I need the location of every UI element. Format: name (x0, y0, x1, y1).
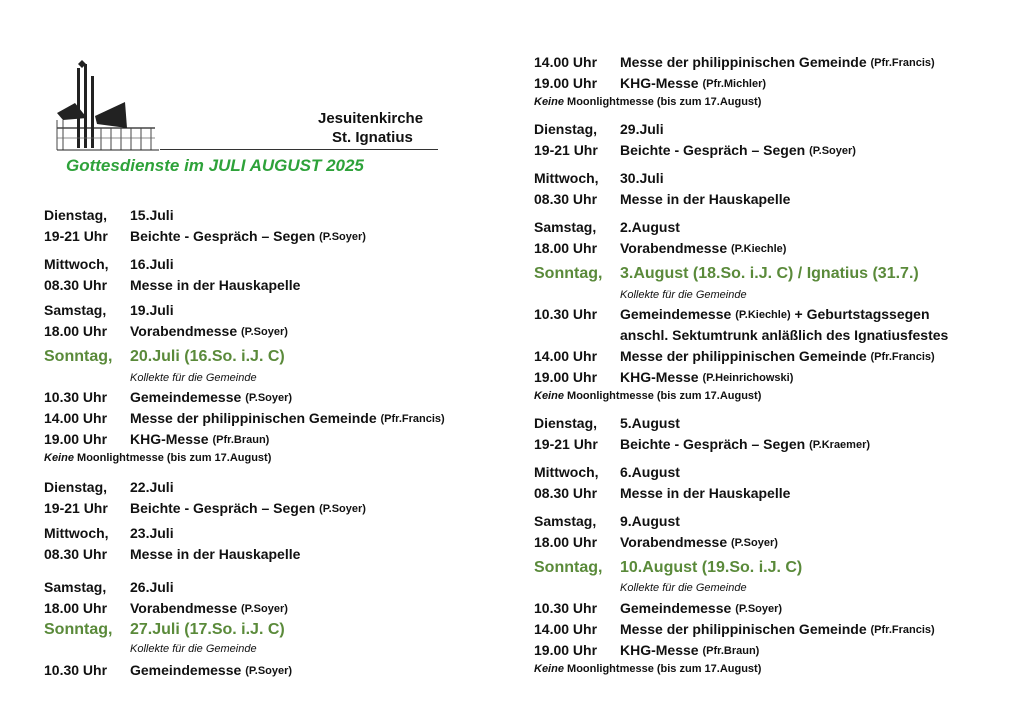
moonlight-text: Moonlightmesse (bis zum 17.August) (567, 390, 762, 402)
date-label: 23.Juli (130, 525, 174, 541)
schedule-row (44, 524, 174, 542)
event-label: Gemeindemesse (130, 662, 242, 678)
event-label: Vorabendmesse (620, 240, 728, 256)
collection-note: Kollekte für die Gemeinde (130, 372, 257, 384)
schedule-row (44, 206, 174, 224)
day-label: Samstag, (44, 302, 107, 318)
day-label: Samstag, (534, 219, 597, 235)
time-label: 19.00 Uhr (534, 75, 598, 91)
time-label: 19.00 Uhr (534, 369, 598, 385)
time-label: 10.30 Uhr (534, 600, 598, 616)
schedule-row (44, 661, 292, 681)
date-label: 5.August (620, 415, 680, 431)
event-label: Vorabendmesse (130, 600, 238, 616)
event-label: Beichte - Gespräch – Segen (620, 436, 806, 452)
schedule-row (44, 388, 292, 408)
schedule-row (44, 301, 174, 319)
church-logo-icon (55, 58, 160, 153)
event-label: Messe der philippinischen Gemeinde (620, 621, 867, 637)
schedule-row (534, 641, 759, 661)
time-label: 08.30 Uhr (534, 191, 598, 207)
event-extra: + Geburtstagssegen (794, 306, 930, 322)
schedule-row (534, 533, 778, 553)
keine-label: Keine (534, 663, 564, 675)
celebrant-label: (P.Soyer) (241, 603, 288, 615)
schedule-row (534, 141, 856, 161)
time-label: 14.00 Uhr (534, 348, 598, 364)
schedule-row (44, 545, 300, 563)
schedule-row (44, 227, 366, 247)
event-label: Vorabendmesse (130, 323, 238, 339)
event-label: Messe in der Hauskapelle (620, 191, 791, 207)
schedule-row (44, 578, 174, 596)
schedule-row (534, 239, 786, 259)
day-label: Dienstag, (534, 121, 598, 137)
moonlight-note (534, 390, 761, 402)
celebrant-label: (Pfr.Francis) (380, 413, 445, 425)
date-label: 26.Juli (130, 579, 174, 595)
schedule-row (534, 368, 793, 388)
keine-label: Keine (534, 96, 564, 108)
schedule-row (44, 430, 269, 450)
event-label: Beichte - Gespräch – Segen (130, 500, 316, 516)
celebrant-label: (Pfr.Francis) (870, 57, 935, 69)
time-label: 08.30 Uhr (44, 277, 108, 293)
day-label: Dienstag, (534, 415, 598, 431)
date-label: 22.Juli (130, 479, 174, 495)
schedule-row (44, 478, 174, 496)
time-label: 19.00 Uhr (44, 431, 108, 447)
time-label: 14.00 Uhr (534, 54, 598, 70)
keine-label: Keine (44, 452, 74, 464)
date-label: 9.August (620, 513, 680, 529)
day-label: Dienstag, (44, 207, 108, 223)
time-label: 18.00 Uhr (44, 323, 108, 339)
day-label: Samstag, (44, 579, 107, 595)
event-label: Beichte - Gespräch – Segen (620, 142, 806, 158)
church-name-line2: St. Ignatius (332, 129, 413, 146)
celebrant-label: (Pfr.Francis) (870, 624, 935, 636)
celebrant-label: (P.Soyer) (319, 231, 366, 243)
time-label: 14.00 Uhr (44, 410, 108, 426)
schedule-row (44, 255, 174, 273)
event-label: Messe der philippinischen Gemeinde (130, 410, 377, 426)
event-label: Vorabendmesse (620, 534, 728, 550)
time-label: 18.00 Uhr (44, 600, 108, 616)
time-label: 18.00 Uhr (534, 240, 598, 256)
moonlight-text: Moonlightmesse (bis zum 17.August) (567, 663, 762, 675)
schedule-row (44, 322, 288, 342)
schedule-row (534, 53, 935, 73)
schedule-row (44, 599, 288, 619)
celebrant-label: (P.Soyer) (245, 392, 293, 404)
day-label: Sonntag, (534, 265, 603, 282)
celebrant-label: (P.Soyer) (245, 665, 293, 677)
celebrant-label: (P.Soyer) (319, 503, 366, 515)
time-label: 18.00 Uhr (534, 534, 598, 550)
date-label: 15.Juli (130, 207, 174, 223)
time-label: 10.30 Uhr (44, 389, 108, 405)
moonlight-note (534, 96, 761, 108)
celebrant-label: (P.Heinrichowski) (702, 372, 794, 384)
event-label: Messe in der Hauskapelle (130, 546, 301, 562)
sunday-row (534, 265, 919, 283)
schedule-row (534, 347, 935, 367)
date-label: 10.August (19.So. i.J. C) (620, 559, 803, 576)
date-label: 2.August (620, 219, 680, 235)
moonlight-note (44, 452, 271, 464)
time-label: 08.30 Uhr (44, 546, 108, 562)
celebrant-label: (Pfr.Michler) (702, 78, 767, 90)
event-label: anschl. Sektumtrunk anläßlich des Ignatiusfestes (620, 327, 949, 343)
day-label: Sonntag, (534, 559, 603, 576)
schedule-row (534, 599, 782, 619)
header-divider (160, 149, 438, 150)
time-label: 08.30 Uhr (534, 485, 598, 501)
church-name-line1: Jesuitenkirche (318, 110, 424, 127)
sunday-row (534, 559, 802, 577)
celebrant-label: (P.Soyer) (735, 603, 783, 615)
time-label: 19-21 Uhr (44, 228, 108, 244)
schedule-row-continued (620, 326, 948, 344)
schedule-row (44, 499, 366, 519)
schedule-row (534, 218, 680, 236)
day-label: Samstag, (534, 513, 597, 529)
day-label: Sonntag, (44, 348, 113, 365)
time-label: 19-21 Uhr (534, 436, 598, 452)
date-label: 6.August (620, 464, 680, 480)
schedule-row (534, 463, 680, 481)
collection-note: Kollekte für die Gemeinde (130, 643, 257, 655)
day-label: Dienstag, (44, 479, 108, 495)
celebrant-label: (Pfr.Braun) (702, 645, 760, 657)
event-label: KHG-Messe (620, 369, 699, 385)
event-label: Messe in der Hauskapelle (130, 277, 301, 293)
event-label: Gemeindemesse (620, 600, 732, 616)
time-label: 10.30 Uhr (534, 306, 598, 322)
day-label: Sonntag, (44, 621, 113, 638)
moonlight-text: Moonlightmesse (bis zum 17.August) (567, 96, 762, 108)
time-label: 19-21 Uhr (534, 142, 598, 158)
date-label: 16.Juli (130, 256, 174, 272)
time-label: 10.30 Uhr (44, 662, 108, 678)
schedule-row (534, 190, 790, 208)
moonlight-note (534, 663, 761, 675)
event-label: Messe in der Hauskapelle (620, 485, 791, 501)
schedule-row (534, 74, 766, 94)
date-label: 3.August (18.So. i.J. C) / Ignatius (31.7.) (620, 265, 919, 282)
celebrant-label: (P.Kiechle) (731, 243, 787, 255)
day-label: Mittwoch, (44, 256, 109, 272)
celebrant-label: (P.Kiechle) (735, 309, 791, 321)
schedule-row (44, 276, 300, 294)
collection-note: Kollekte für die Gemeinde (620, 582, 747, 594)
date-label: 30.Juli (620, 170, 664, 186)
keine-label: Keine (534, 390, 564, 402)
schedule-row (534, 484, 790, 502)
schedule-row (534, 414, 680, 432)
event-label: Messe der philippinischen Gemeinde (620, 348, 867, 364)
time-label: 14.00 Uhr (534, 621, 598, 637)
schedule-row (534, 512, 680, 530)
celebrant-label: (P.Kraemer) (809, 439, 871, 451)
moonlight-text: Moonlightmesse (bis zum 17.August) (77, 452, 272, 464)
event-label: KHG-Messe (130, 431, 209, 447)
day-label: Mittwoch, (534, 170, 599, 186)
event-label: KHG-Messe (620, 75, 699, 91)
schedule-row (534, 305, 930, 325)
page-title: Gottesdienste im JULI AUGUST 2025 (66, 156, 364, 175)
celebrant-label: (Pfr.Francis) (870, 351, 935, 363)
schedule-row (534, 169, 664, 187)
event-label: Gemeindemesse (130, 389, 242, 405)
time-label: 19.00 Uhr (534, 642, 598, 658)
event-label: Beichte - Gespräch – Segen (130, 228, 316, 244)
sunday-row (44, 348, 285, 366)
event-label: Gemeindemesse (620, 306, 732, 322)
date-label: 19.Juli (130, 302, 174, 318)
schedule-row (44, 409, 445, 429)
event-label: Messe der philippinischen Gemeinde (620, 54, 867, 70)
day-label: Mittwoch, (44, 525, 109, 541)
sunday-row (44, 621, 285, 639)
date-label: 29.Juli (620, 121, 664, 137)
event-label: KHG-Messe (620, 642, 699, 658)
schedule-row (534, 435, 870, 455)
celebrant-label: (P.Soyer) (731, 537, 778, 549)
date-label: 20.Juli (16.So. i.J. C) (130, 348, 285, 365)
celebrant-label: (P.Soyer) (241, 326, 288, 338)
date-label: 27.Juli (17.So. i.J. C) (130, 621, 285, 638)
celebrant-label: (Pfr.Braun) (212, 434, 270, 446)
collection-note: Kollekte für die Gemeinde (620, 289, 747, 301)
time-label: 19-21 Uhr (44, 500, 108, 516)
day-label: Mittwoch, (534, 464, 599, 480)
celebrant-label: (P.Soyer) (809, 145, 856, 157)
schedule-row (534, 620, 935, 640)
schedule-row (534, 120, 664, 138)
